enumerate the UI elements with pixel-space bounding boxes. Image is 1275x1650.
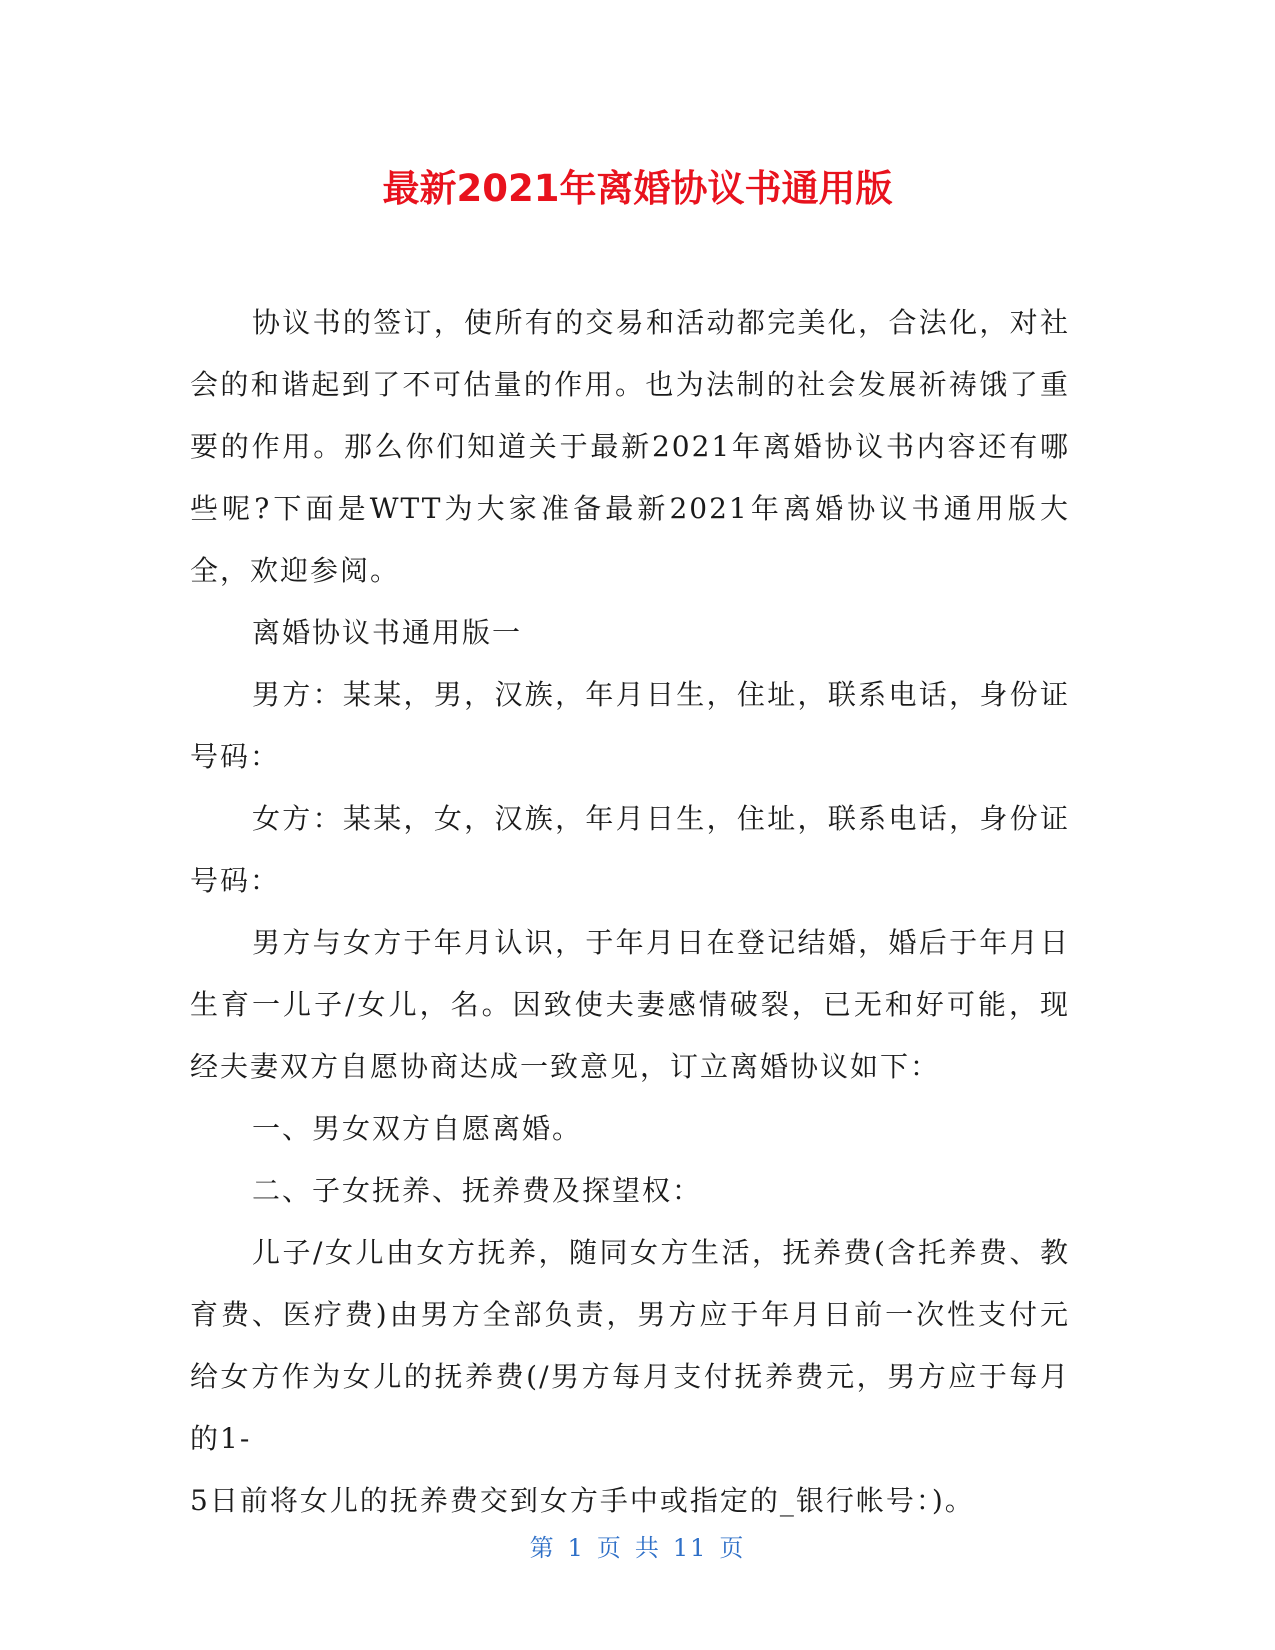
female-party-paragraph: 女方：某某，女，汉族，年月日生，住址，联系电话，身份证号码： xyxy=(190,802,1070,897)
footer-page-number: 1 xyxy=(567,1534,585,1562)
custody-continuation-paragraph: 5日前将女儿的抚养费交到女方手中或指定的_银行帐号：)。 xyxy=(190,1484,975,1517)
male-party-paragraph: 男方：某某，男，汉族，年月日生，住址，联系电话，身份证号码： xyxy=(190,678,1070,773)
document-title: 最新2021年离婚协议书通用版 xyxy=(382,167,893,210)
clause-2-paragraph: 二、子女抚养、抚养费及探望权： xyxy=(252,1174,703,1207)
custody-paragraph: 儿子/女儿由女方抚养，随同女方生活，抚养费(含托养费、教育费、医疗费)由男方全部负责，男方应于年月日前一次性支付元给女方作为女儿的抚养费(/男方每月支付抚养费元，男方应于每月的1- xyxy=(190,1236,1070,1455)
footer-total-prefix: 共 xyxy=(634,1534,661,1562)
page-footer xyxy=(0,1528,1275,1563)
footer-total-suffix: 页 xyxy=(719,1534,746,1562)
background-paragraph: 男方与女方于年月认识，于年月日在登记结婚，婚后于年月日生育一儿子/女儿，名。因致使夫妻感情破裂，已无和好可能，现经夫妻双方自愿协商达成一致意见，订立离婚协议如下： xyxy=(190,926,1070,1083)
document-body xyxy=(190,292,1070,1532)
intro-paragraph: 协议书的签订，使所有的交易和活动都完美化，合法化，对社会的和谐起到了不可估量的作用。也为法制的社会发展祈祷饿了重要的作用。那么你们知道关于最新2021年离婚协议书内容还有哪些呢?下面是WTT为大家准备最新2021年离婚协议书通用版大全，欢迎参阅。 xyxy=(190,306,1070,587)
footer-total-pages: 11 xyxy=(672,1534,708,1562)
footer-page-label: 页 xyxy=(596,1534,623,1562)
clause-1-paragraph: 一、男女双方自愿离婚。 xyxy=(252,1112,583,1145)
section-heading: 离婚协议书通用版一 xyxy=(252,616,523,649)
footer-page-prefix: 第 xyxy=(529,1534,556,1562)
